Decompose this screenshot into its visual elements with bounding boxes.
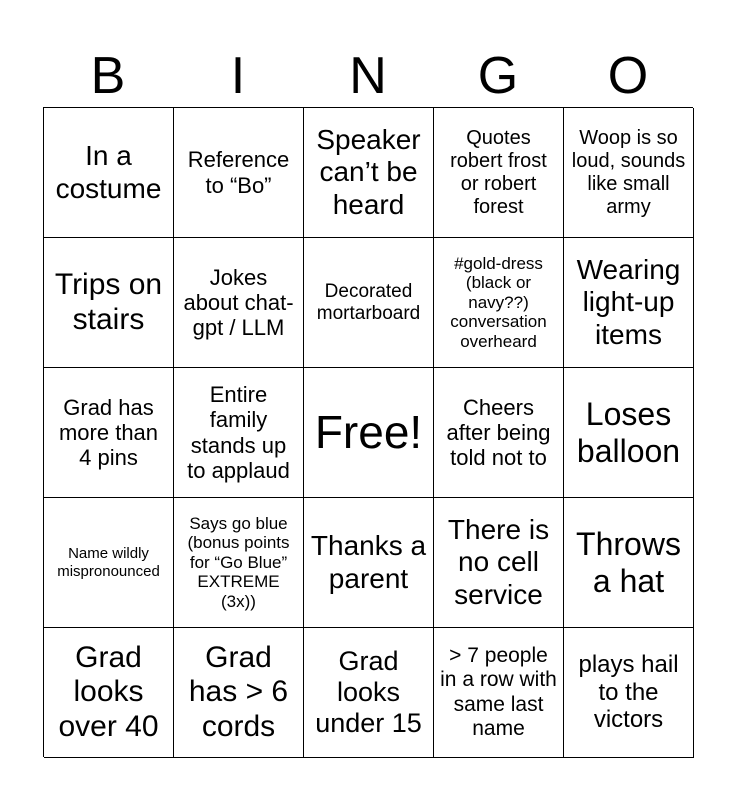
bingo-cell-r5-c1[interactable] (44, 628, 174, 758)
cell-text: Reference to “Bo” (187, 147, 290, 198)
bingo-cell-r5-c4[interactable] (434, 628, 564, 758)
cell-text: Jokes about chat-gpt / LLM (183, 264, 294, 341)
bingo-cell-r3-c1[interactable] (44, 368, 174, 498)
cell-text: Grad looks under 15 (315, 645, 422, 739)
header-letter-i: I (230, 47, 246, 105)
bingo-cell-r2-c1[interactable] (44, 238, 174, 368)
cell-text: > 7 people in a row with same last name (440, 644, 557, 740)
bingo-cell-r5-c3[interactable] (304, 628, 434, 758)
bingo-header (43, 44, 693, 108)
cell-text: Grad has more than 4 pins (58, 394, 159, 471)
cell-text: Name wildly mispronounced (57, 545, 160, 580)
cell-text: In a costume (55, 140, 162, 204)
cell-text: Says go blue (bonus points for “Go Blue” EXTREME (3x)) (187, 513, 290, 611)
cell-text: Entire family stands up to applaud (187, 381, 290, 483)
cell-text: Trips on stairs (54, 268, 163, 336)
bingo-cell-r4-c4[interactable] (434, 498, 564, 628)
header-letter-o: O (607, 47, 649, 105)
cell-text: plays hail to the victors (578, 651, 679, 734)
cell-text: There is no cell service (447, 514, 550, 610)
cell-text: Woop is so loud, sounds like small army (571, 126, 686, 218)
bingo-cell-r2-c3[interactable] (304, 238, 434, 368)
cell-text: Cheers after being told not to (446, 394, 551, 471)
bingo-cell-r4-c5[interactable] (564, 498, 694, 628)
cell-text: Wearing light-up items (576, 254, 681, 350)
cell-text: Quotes robert frost or robert forest (450, 126, 547, 218)
bingo-cell-free[interactable] (304, 368, 434, 498)
bingo-cell-r3-c2[interactable] (174, 368, 304, 498)
bingo-cell-r3-c4[interactable] (434, 368, 564, 498)
header-letter-b: B (90, 47, 126, 105)
bingo-cell-r4-c2[interactable] (174, 498, 304, 628)
bingo-cell-r4-c1[interactable] (44, 498, 174, 628)
bingo-cell-r4-c3[interactable] (304, 498, 434, 628)
bingo-cell-r3-c5[interactable] (564, 368, 694, 498)
bingo-cell-r2-c2[interactable] (174, 238, 304, 368)
bingo-cell-r1-c1[interactable] (44, 108, 174, 238)
header-letter-n: N (349, 47, 387, 105)
header-letter-g: G (477, 47, 519, 105)
bingo-cell-r5-c5[interactable] (564, 628, 694, 758)
cell-text: Speaker can’t be heard (316, 124, 421, 220)
bingo-cell-r2-c4[interactable] (434, 238, 564, 368)
bingo-cell-r1-c3[interactable] (304, 108, 434, 238)
bingo-cell-r5-c2[interactable] (174, 628, 304, 758)
cell-text: Throws a hat (576, 525, 681, 599)
bingo-cell-r2-c5[interactable] (564, 238, 694, 368)
cell-text: Loses balloon (576, 395, 681, 469)
cell-text: Decorated mortarboard (316, 280, 421, 324)
cell-text: Grad looks over 40 (58, 640, 159, 743)
bingo-cell-r1-c5[interactable] (564, 108, 694, 238)
cell-text: Thanks a parent (310, 530, 427, 594)
bingo-board (43, 107, 693, 757)
free-space-text: Free! (314, 406, 423, 459)
cell-text: #gold-dress (black or navy??) conversation overheard (450, 253, 547, 351)
cell-text: Grad has > 6 cords (188, 640, 289, 743)
bingo-cell-r1-c4[interactable] (434, 108, 564, 238)
bingo-cell-r1-c2[interactable] (174, 108, 304, 238)
